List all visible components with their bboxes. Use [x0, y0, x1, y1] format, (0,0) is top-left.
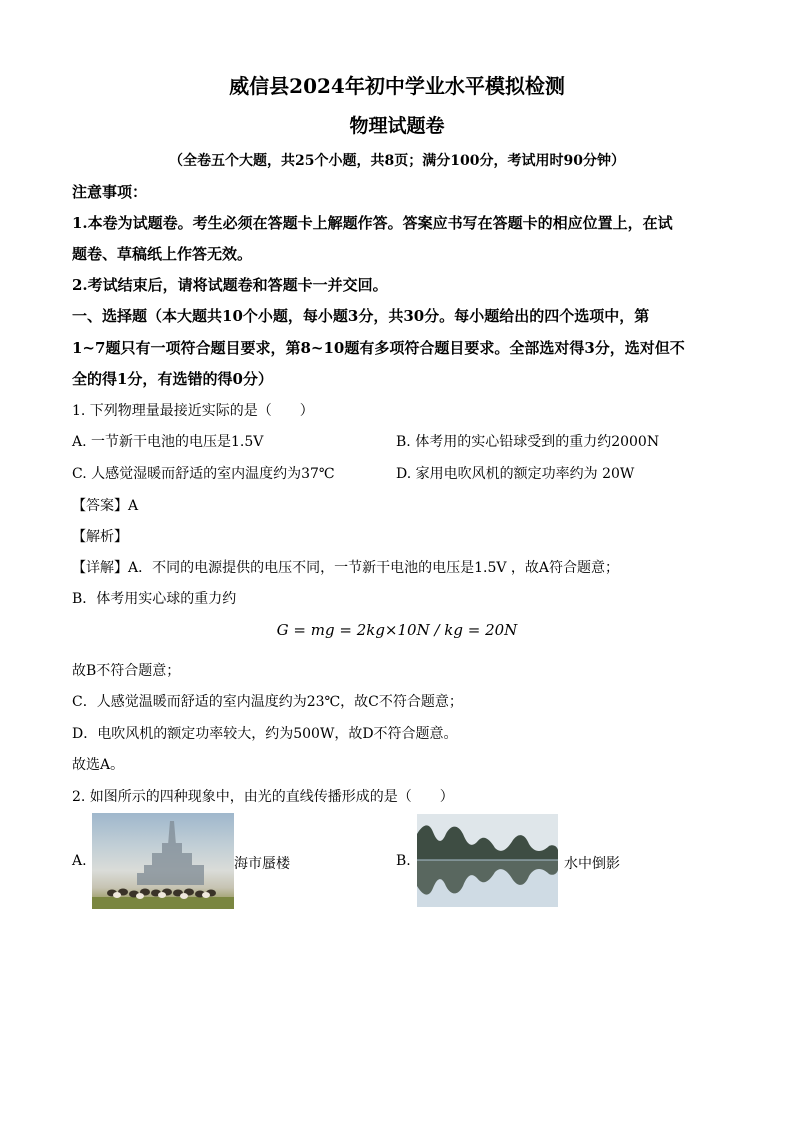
- q1-option-b: B. 体考用的实心铅球受到的重力约2000N: [396, 434, 660, 450]
- section1-line2: 1~7题只有一项符合题目要求，第8~10题有多项符合题目要求。全部选对得3分，选对但不: [72, 339, 685, 357]
- mirage-illustration: [92, 813, 234, 909]
- section1-line1: 一、选择题（本大题共10个小题，每小题3分，共30分。每小题给出的四个选项中，第: [72, 307, 650, 325]
- q1-option-a: A. 一节新干电池的电压是1.5V: [72, 434, 264, 450]
- section1-line3: 全的得1分，有选错的得0分）: [72, 370, 273, 388]
- q1-option-d: D. 家用电吹风机的额定功率约为 20W: [396, 466, 635, 482]
- q2-option-a-caption: 海市蜃楼: [234, 856, 290, 872]
- q2-option-b-letter: B.: [396, 853, 411, 869]
- notes-heading: 注意事项：: [72, 183, 148, 201]
- q1-b-conclusion: 故B不符合题意；: [72, 663, 181, 679]
- q1-b-line: B．体考用实心球的重力约: [72, 591, 237, 607]
- q1-analysis-label: 【解析】: [72, 529, 128, 545]
- q1-answer: 【答案】A: [72, 498, 139, 514]
- notes-item2: 2.考试结束后，请将试题卷和答题卡一并交回。: [72, 276, 388, 294]
- q1-stem: 1. 下列物理量最接近实际的是（ ）: [72, 403, 314, 419]
- q1-c-line: C．人感觉温暖而舒适的室内温度约为23℃，故C不符合题意；: [72, 694, 463, 710]
- exam-subtitle: 物理试题卷: [349, 115, 445, 137]
- water-reflection-image: [417, 814, 558, 907]
- exam-info: （全卷五个大题，共25个小题，共8页；满分100分，考试用时90分钟）: [169, 153, 625, 169]
- q1-option-c: C. 人感觉湿暖而舒适的室内温度约为37℃: [72, 466, 335, 482]
- mirage-image: [92, 813, 234, 909]
- q2-option-b-caption: 水中倒影: [564, 856, 620, 872]
- q1-detail: 【详解】A．不同的电源提供的电压不同，一节新干电池的电压是1.5V ，故A符合题意；: [72, 560, 620, 576]
- exam-title: 威信县2024年初中学业水平模拟检测: [229, 74, 565, 98]
- notes-item1-line1: 1.本卷为试题卷。考生必须在答题卡上解题作答。答案应书写在答题卡的相应位置上，在试: [72, 214, 673, 232]
- reflection-illustration: [417, 814, 558, 907]
- q1-formula: G = mg = 2kg×10N / kg = 20N: [276, 621, 518, 639]
- q1-choose: 故选A。: [72, 757, 125, 773]
- notes-item1-line2: 题卷、草稿纸上作答无效。: [72, 245, 253, 263]
- q2-option-a-letter: A.: [72, 853, 87, 869]
- q1-d-line: D．电吹风机的额定功率较大，约为500W，故D不符合题意。: [72, 726, 458, 742]
- q2-stem: 2. 如图所示的四种现象中，由光的直线传播形成的是（ ）: [72, 789, 454, 805]
